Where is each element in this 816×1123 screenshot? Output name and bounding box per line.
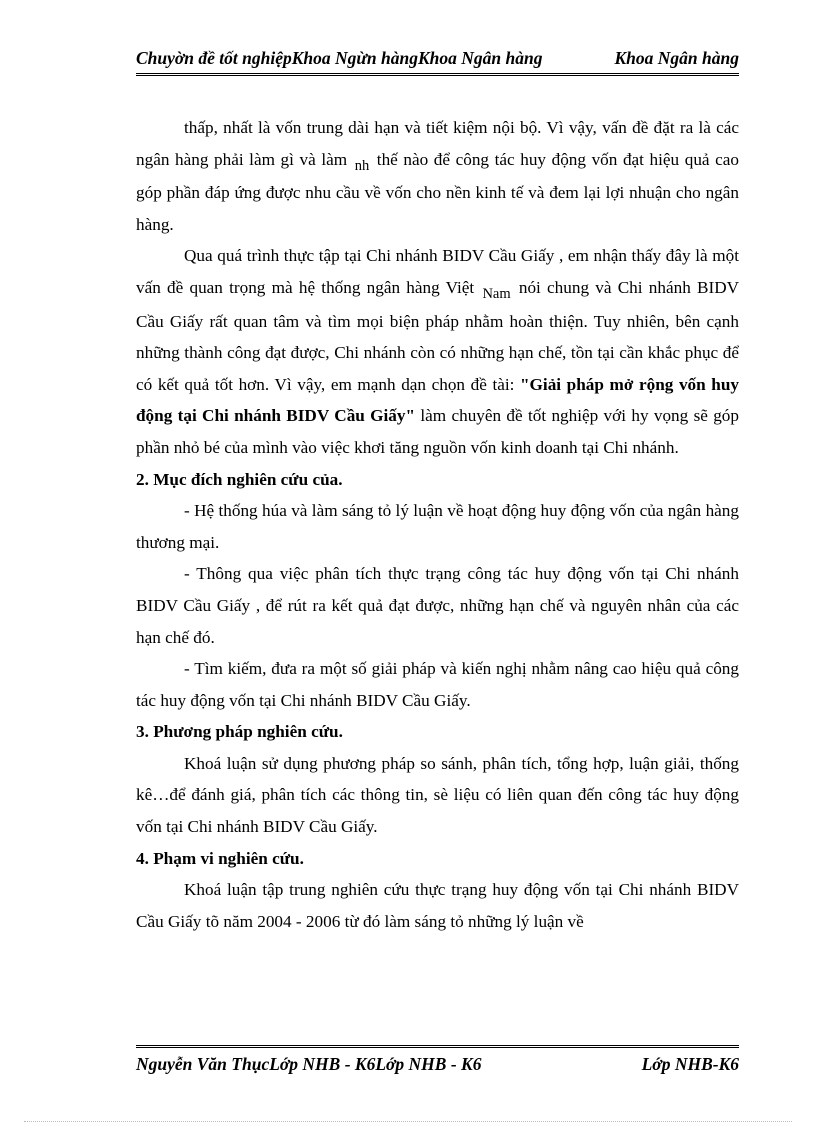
paragraph-3: Khoá luận sử dụng phương pháp so sánh, phân tích, tổng hợp, luận giải, thống kê…để đánh giá, phân tích các thông tin, sè liệu có liên quan đến công tác huy động vốn tại Chi nhánh BIDV Cầu Giấy. [136, 753, 739, 837]
bullet-1: - Hệ thống húa và làm sáng tỏ lý luận về hoạt động huy động vốn của ngân hàng thương mại. [136, 501, 739, 552]
section-heading-2: 2. Mục đích nghiên cứu của. [136, 469, 343, 489]
paragraph-4: Khoá luận tập trung nghiên cứu thực trạng huy động vốn tại Chi nhánh BIDV Cầu Giấy tõ năm 2004 - 2006 từ đó làm sáng tỏ những lý luận về [136, 880, 739, 931]
footer-right-text: Lớp NHB-K6 [641, 1054, 739, 1074]
paragraph-2-text-c: làm chuyên đề tốt nghiệp với hy vọng sẽ góp phần nhỏ bé của mình vào việc khơi tăng nguồn vốn kinh doanh tại Chi nhánh. [136, 406, 739, 457]
paragraph-2-sub: Nam [482, 285, 511, 302]
paragraph-2 [136, 240, 739, 463]
thesis-title: "Giải pháp mở rộng vốn huy động tại Chi nhánh BIDV Cầu Giấy" [136, 374, 740, 426]
paragraph-1-text-a: thấp, nhất là vốn trung dài hạn và tiết kiệm nội bộ. Vì vậy, vấn đề đặt ra là các ngân hàng phải làm gì và làm [136, 118, 739, 169]
paragraph-2-text-b: nói chung và Chi nhánh BIDV Cầu Giấy rất quan tâm và tìm mọi biện pháp nhằm hoàn thiện. Tuy nhiên, bên cạnh những thành công đạt được, Chi nhánh còn có những hạn chế, tồn tại cần khắc phục để có kết quả tốt hơn. Vì vậy, em mạnh dạn chọn đề tài: [136, 277, 740, 394]
bullet-3: - Tìm kiếm, đưa ra một số giải pháp và kiến nghị nhằm nâng cao hiệu quả công tác huy động vốn tại Chi nhánh BIDV Cầu Giấy. [136, 659, 739, 710]
page-footer [136, 1054, 739, 1075]
bullet-2: - Thông qua việc phân tích thực trạng công tác huy động vốn tại Chi nhánh BIDV Cầu Giấy , để rút ra kết quả đạt được, những hạn chế và nguyên nhân của các hạn chế đó. [136, 564, 739, 647]
footer-left-text: Nguyễn Văn ThụcLớp NHB - K6Lớp NHB - K6 [136, 1054, 482, 1074]
header-left-text: Chuyờn đề tốt nghiệpKhoa Ngừn hàngKhoa Ngân hàng [136, 48, 543, 68]
section-heading-4: 4. Phạm vi nghiên cứu. [136, 848, 304, 868]
page-bottom-edge [24, 1121, 792, 1122]
paragraph-1-text-b: thế nào để công tác huy động vốn đạt hiệu quả cao góp phần đáp ứng được nhu cầu về vốn cho nền kinh tế và đem lại lợi nhuận cho ngân hàng. [136, 149, 739, 234]
page-header [136, 48, 739, 69]
paragraph-2-text-a: Qua quá trình thực tập tại Chi nhánh BIDV Cầu Giấy , em nhận thấy đây là một vấn đề quan trọng mà hệ thống ngân hàng Việt [136, 246, 739, 297]
document-body [136, 112, 739, 937]
footer-rule [136, 1045, 739, 1048]
header-rule [136, 73, 739, 76]
paragraph-1-sub: nh [354, 157, 370, 174]
header-right-text: Khoa Ngân hàng [614, 48, 739, 68]
section-heading-3: 3. Phương pháp nghiên cứu. [136, 722, 343, 742]
paragraph-1 [136, 112, 739, 240]
